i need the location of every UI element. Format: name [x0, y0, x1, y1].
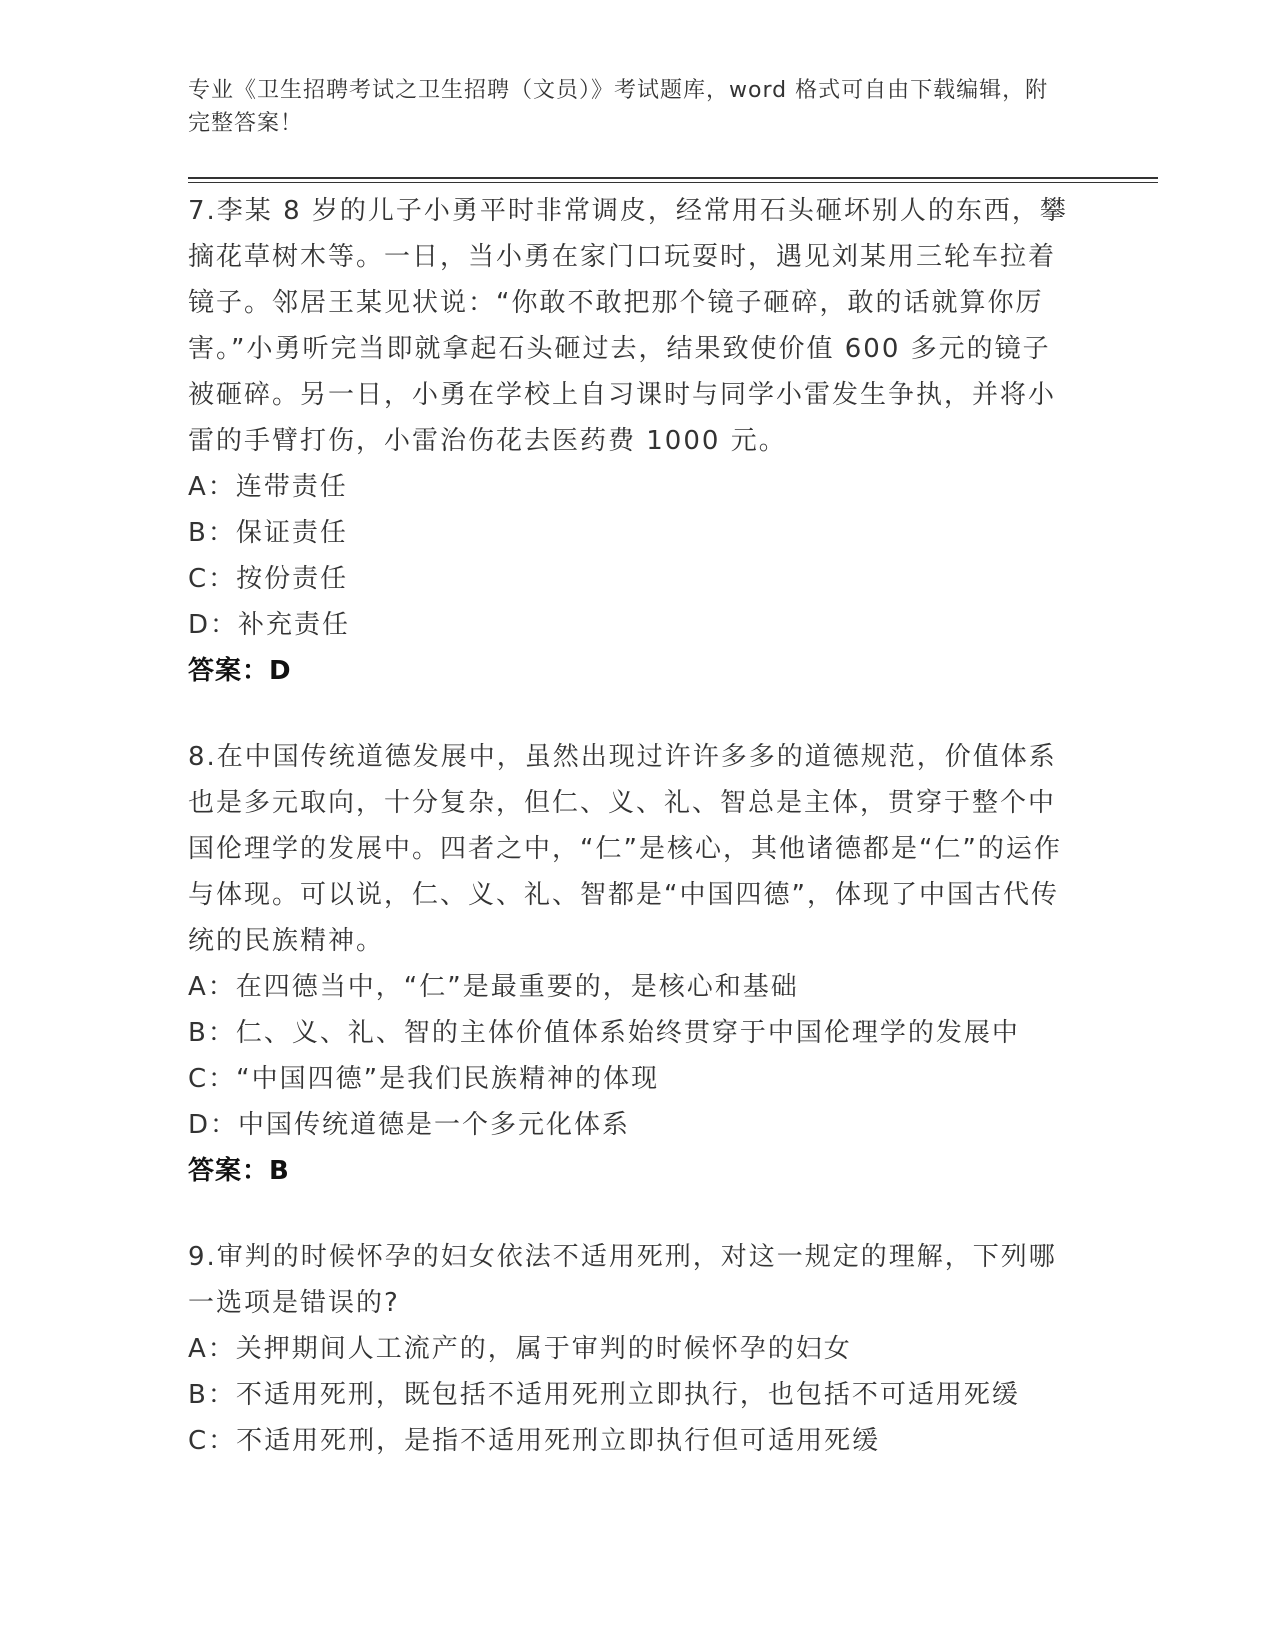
question-list — [188, 188, 1078, 1504]
question-7 — [188, 188, 1078, 694]
option-c: C：不适用死刑，是指不适用死刑立即执行但可适用死缓 — [188, 1426, 881, 1456]
option-a: A：关押期间人工流产的，属于审判的时候怀孕的妇女 — [188, 1334, 852, 1364]
question-stem: 9.审判的时候怀孕的妇女依法不适用死刑，对这一规定的理解，下列哪一选项是错误的? — [188, 1242, 1057, 1318]
question-9 — [188, 1234, 1078, 1464]
option-a: A：在四德当中，“仁”是最重要的，是核心和基础 — [188, 972, 799, 1002]
header-rule — [188, 177, 1158, 179]
option-c: C：“中国四德”是我们民族精神的体现 — [188, 1064, 660, 1094]
question-stem: 7.李某 8 岁的儿子小勇平时非常调皮，经常用石头砸坏别人的东西，攀摘花草树木等。一日，当小勇在家门口玩耍时，遇见刘某用三轮车拉着镜子。邻居王某见状说：“你敢不敢把那个镜子砸碎，敢的话就算你厉害。”小勇听完当即就拿起石头砸过去，结果致使价值 600 多元的镜子被砸碎。另一日，小勇在学校上自习课时与同学小雷发生争执，并将小雷的手臂打伤，小雷治伤花去医药费 1000 元。 — [188, 196, 1068, 456]
header-rule-thin — [188, 182, 1158, 183]
answer-line: 答案：D — [188, 656, 292, 686]
question-8 — [188, 734, 1078, 1194]
option-d: D：中国传统道德是一个多元化体系 — [188, 1110, 631, 1140]
option-b: B：不适用死刑，既包括不适用死刑立即执行，也包括不可适用死缓 — [188, 1380, 1020, 1410]
document-header: 专业《卫生招聘考试之卫生招聘（文员）》考试题库，word 格式可自由下载编辑，附完整答案！ — [188, 78, 1049, 136]
answer-line: 答案：B — [188, 1156, 290, 1186]
option-d: D：补充责任 — [188, 610, 351, 640]
option-a: A：连带责任 — [188, 472, 348, 502]
question-stem: 8.在中国传统道德发展中，虽然出现过许许多多的道德规范，价值体系也是多元取向，十分复杂，但仁、义、礼、智总是主体，贯穿于整个中国伦理学的发展中。四者之中，“仁”是核心，其他诸德都是“仁”的运作与体现。可以说，仁、义、礼、智都是“中国四德”，体现了中国古代传统的民族精神。 — [188, 742, 1062, 956]
option-c: C：按份责任 — [188, 564, 349, 594]
option-b: B：保证责任 — [188, 518, 348, 548]
option-b: B：仁、义、礼、智的主体价值体系始终贯穿于中国伦理学的发展中 — [188, 1018, 1020, 1048]
